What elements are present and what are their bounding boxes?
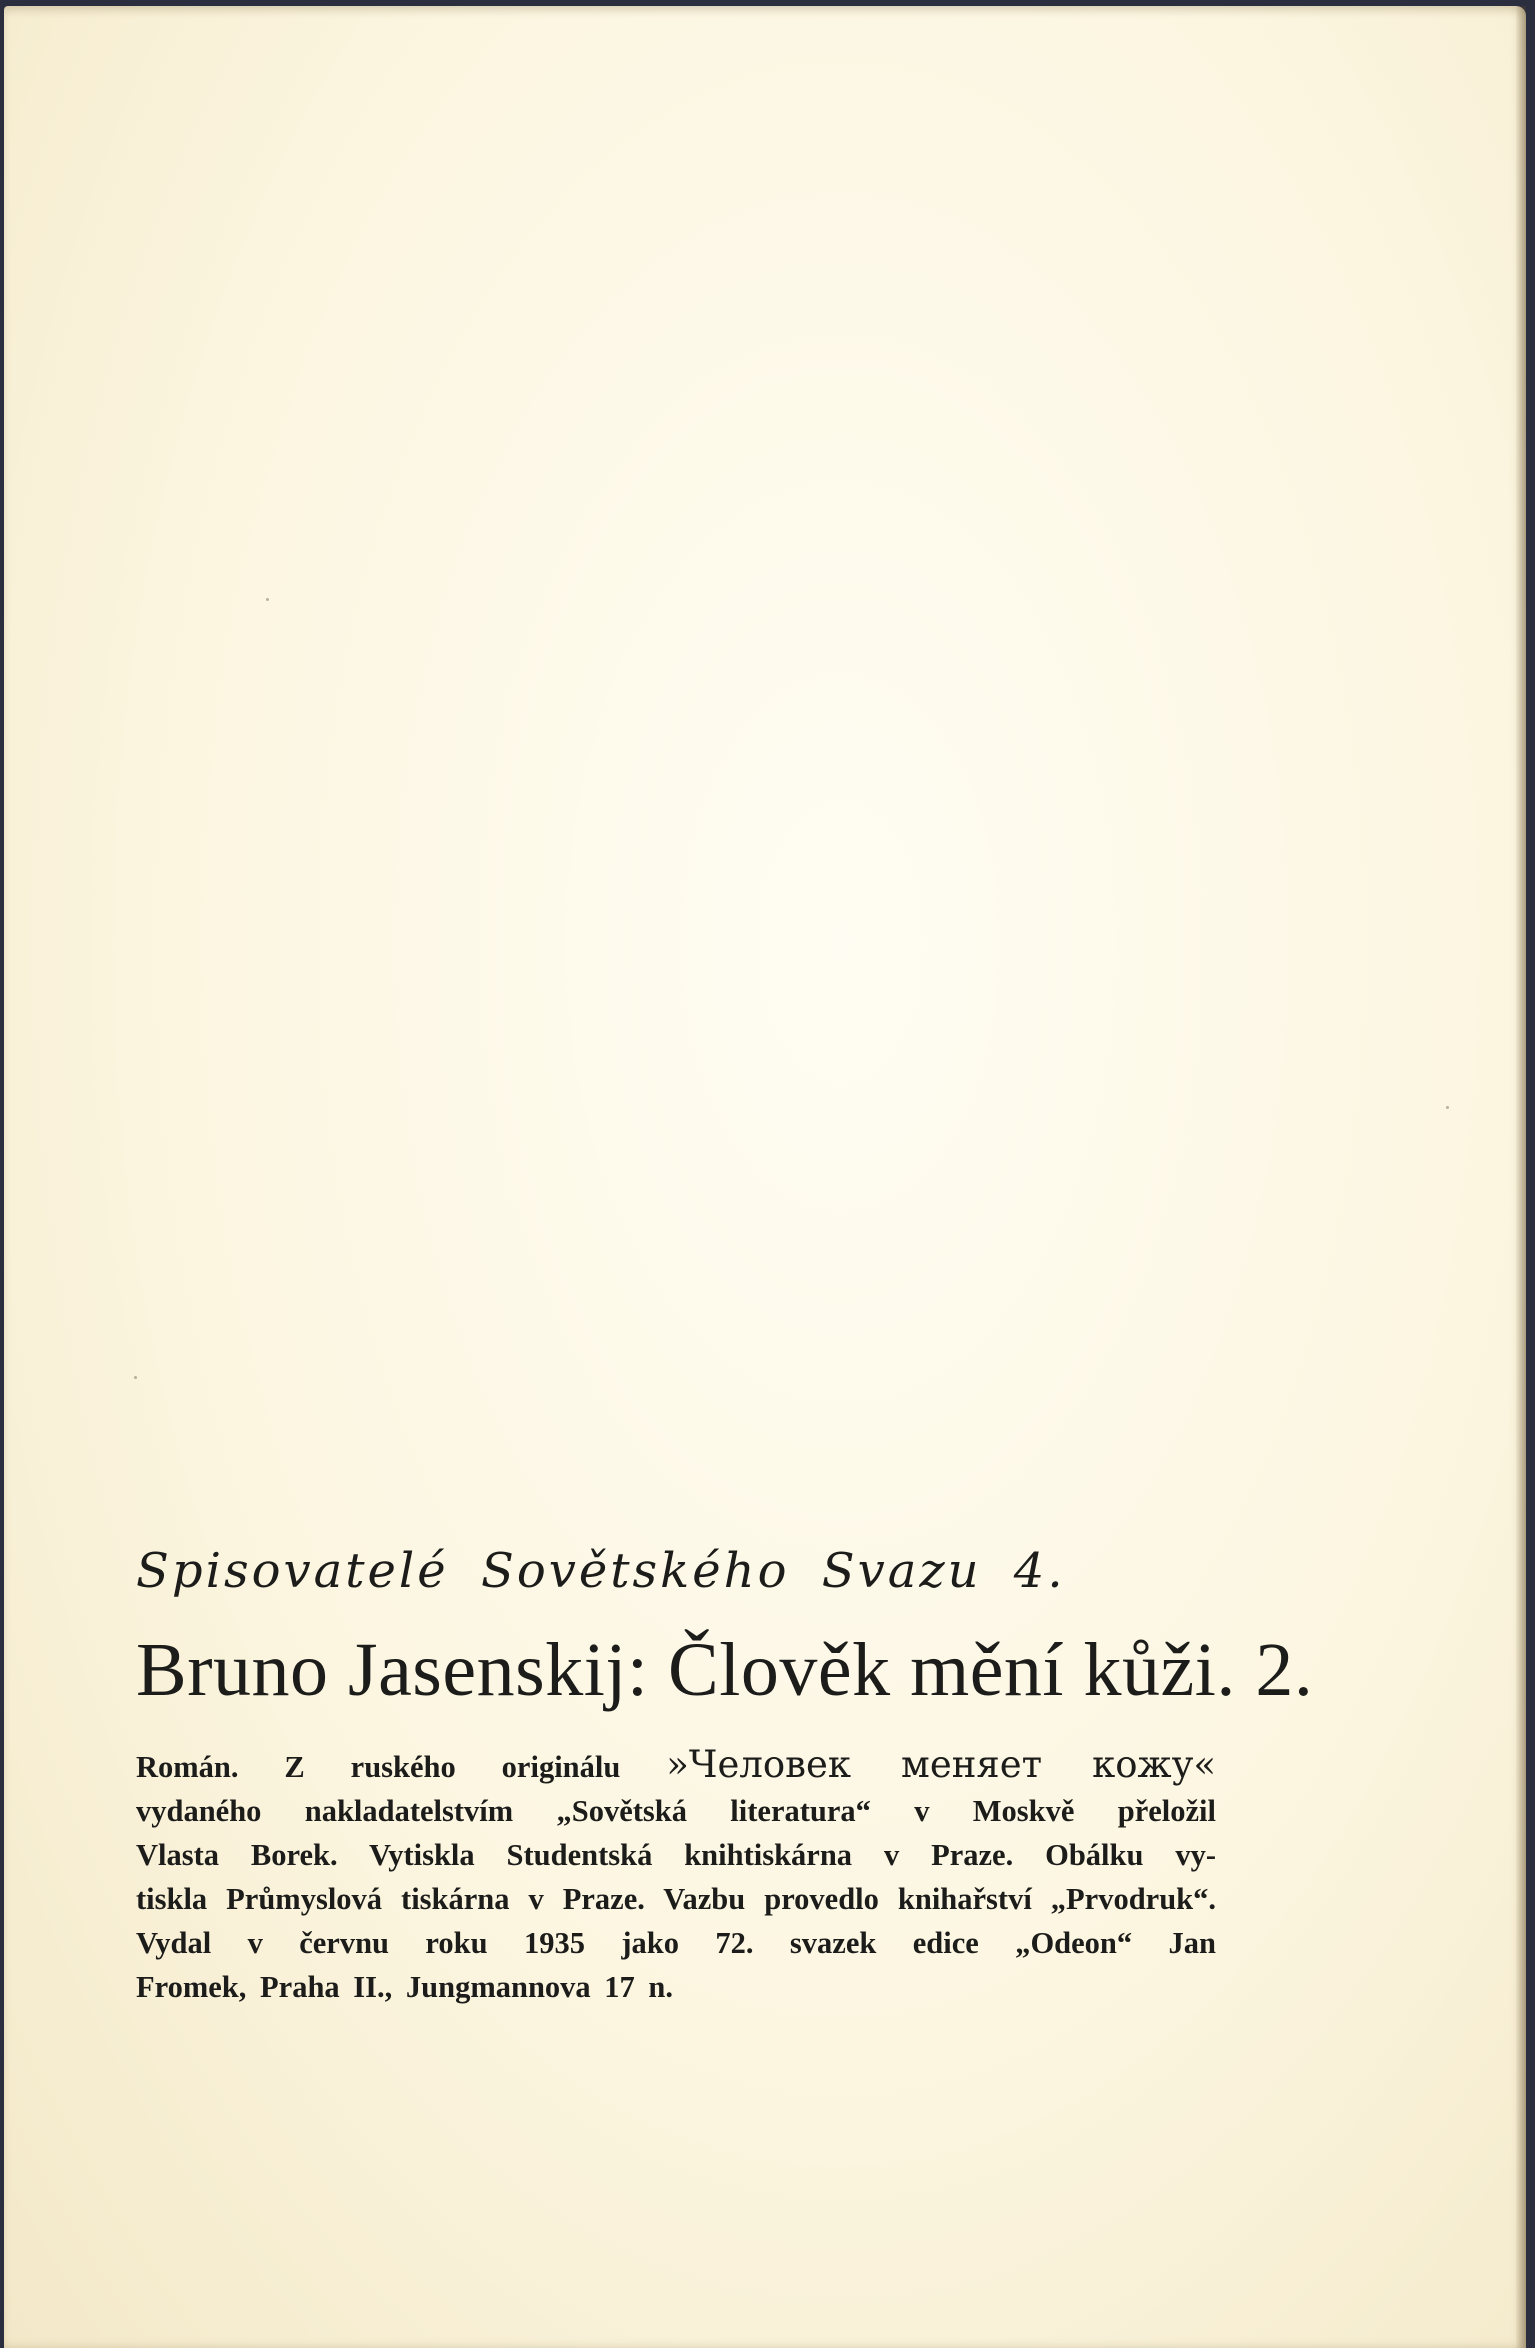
imprint-line: tiskla Průmyslová tiskárna v Praze. Vazbu provedlo knihařství „Prvodruk“. <box>136 1882 1216 1916</box>
paper-speck <box>266 598 269 601</box>
imprint-line: Fromek, Praha II., Jungmannova 17 n. <box>136 1970 673 2004</box>
imprint-line: vydaného nakladatelstvím „Sovětská literatura“ v Moskvě přeložil <box>136 1794 1216 1828</box>
paper-speck <box>1446 1106 1449 1109</box>
imprint-line-text: Román. Z ruského originálu <box>136 1750 667 1784</box>
imprint-line: Vlasta Borek. Vytiskla Studentská knihtiskárna v Praze. Obálku vy- <box>136 1838 1216 1872</box>
book-title: Bruno Jasenskij: Člověk mění kůži. 2. <box>136 1628 1314 1712</box>
page-edge-shadow <box>1516 6 1526 2348</box>
paper-speck <box>134 1376 137 1379</box>
original-title-russian: »Человек меняет кожу« <box>666 1743 1216 1786</box>
series-title: Spisovatelé Sovětského Svazu 4. <box>136 1543 1066 1599</box>
colophon <box>136 1541 1314 2009</box>
imprint-line: Vydal v červnu roku 1935 jako 72. svazek edice „Odeon“ Jan <box>136 1926 1216 1960</box>
book-page <box>4 6 1526 2348</box>
imprint-text <box>136 1743 1216 2009</box>
imprint-line <box>136 1743 1216 1789</box>
